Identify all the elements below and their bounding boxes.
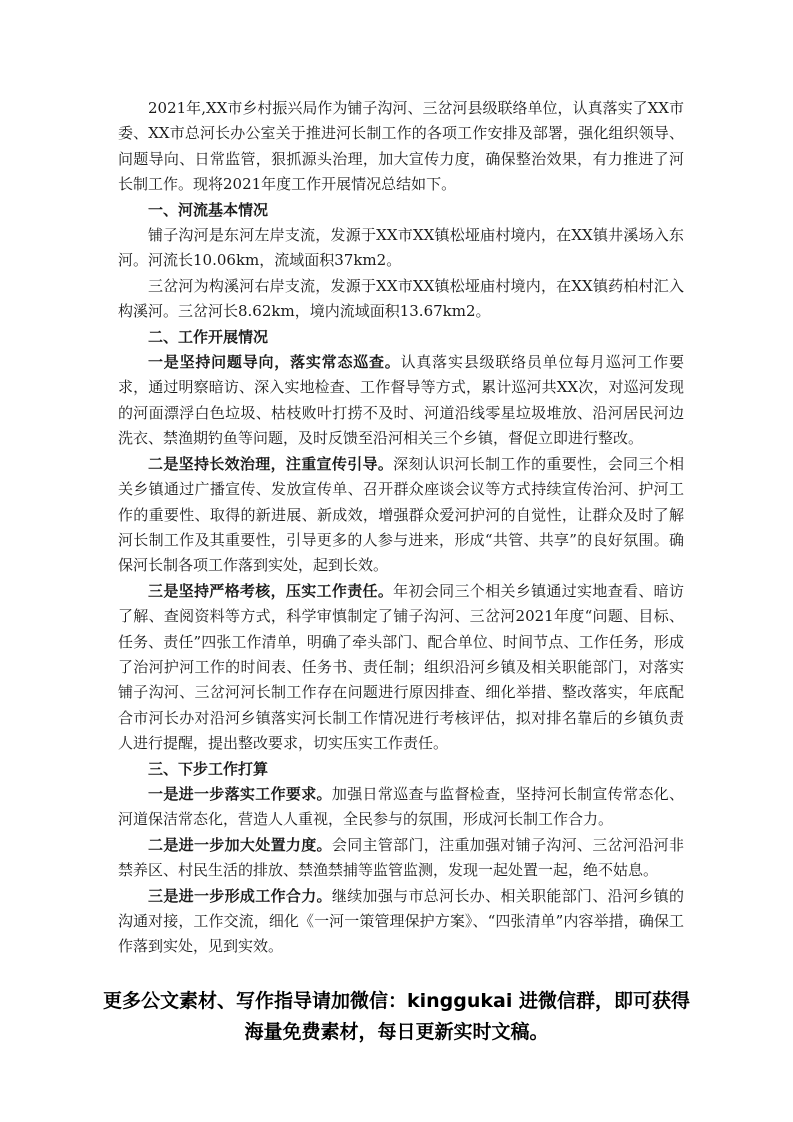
promo-footer-line-1: 更多公文素材、写作指导请加微信：kinggukai 进微信群，即可获得 bbox=[103, 990, 690, 1012]
section2-item-1-lead: 一是坚持问题导向，落实常态巡查。 bbox=[148, 353, 401, 372]
section3-item-3-text: 继续加强与市总河长办、相关职能部门、沿河乡镇的沟通对接，工作交流，细化《一河一策管理保护方案》、“四张清单”内容举措，确保工作落到实处，见到实效。 bbox=[118, 886, 684, 956]
section3-heading: 三、下步工作打算 bbox=[148, 759, 269, 778]
section2-item-2-text: 深刻认识河长制工作的重要性，会同三个相关乡镇通过广播宣传、发放宣传单、召开群众座谈会议等方式持续宣传治河、护河工作的重要性、取得的新进展、新成效，增强群众爱河护河的自觉性，让群众及时了解河长制工作及其重要性，引导更多的人参与进来，形成“共管、共享”的良好氛围。确保河长制各项工作落到实处，起到长效。 bbox=[118, 454, 684, 575]
section3-item-1 bbox=[118, 782, 684, 833]
document-body bbox=[118, 96, 684, 960]
section3-item-1-text: 加强日常巡查与监督检查，坚持河长制宣传常态化、河道保洁常态化，营造人人重视，全民参与的氛围，形成河长制工作合力。 bbox=[118, 784, 684, 829]
section2-item-1 bbox=[118, 350, 684, 452]
section2-item-2-lead: 二是坚持长效治理，注重宣传引导。 bbox=[148, 454, 394, 473]
section2-item-2 bbox=[118, 452, 684, 579]
section2-item-3-lead: 三是坚持严格考核，压实工作责任。 bbox=[148, 581, 394, 600]
section3-item-2 bbox=[118, 833, 684, 884]
section1-heading: 一、河流基本情况 bbox=[148, 200, 269, 219]
section3-item-3 bbox=[118, 884, 684, 960]
section3-item-2-text: 会同主管部门，注重加强对铺子沟河、三岔河沿河非禁养区、村民生活的排放、禁渔禁捕等监管监测，发现一起处置一起，绝不姑息。 bbox=[118, 835, 684, 880]
section3-item-3-lead: 三是进一步形成工作合力。 bbox=[148, 886, 332, 905]
section3-item-2-lead: 二是进一步加大处置力度。 bbox=[148, 835, 332, 854]
intro-paragraph: 2021年,XX市乡村振兴局作为铺子沟河、三岔河县级联络单位，认真落实了XX市委、XX市总河长办公室关于推进河长制工作的各项工作安排及部署，强化组织领导、问题导向、日常监管，狠抓源头治理，加大宣传力度，确保整治效果，有力推进了河长制工作。现将2021年度工作开展情况总结如下。 bbox=[118, 99, 684, 194]
section1-paragraph-1: 铺子沟河是东河左岸支流，发源于XX市XX镇松垭庙村境内，在XX镇井溪场入东河。河流长10.06km，流域面积37km2。 bbox=[118, 226, 684, 270]
section2-item-1-text: 认真落实县级联络员单位每月巡河工作要求，通过明察暗访、深入实地检查、工作督导等方式，累计巡河共XX次，对巡河发现的河面漂浮白色垃圾、枯枝败叶打捞不及时、河道沿线零星垃圾堆放、沿河居民河边洗衣、禁渔期钓鱼等问题，及时反馈至沿河相关三个乡镇，督促立即进行整改。 bbox=[118, 353, 684, 448]
section1-paragraph-2: 三岔河为构溪河右岸支流，发源于XX市XX镇松垭庙村境内，在XX镇药柏村汇入构溪河。三岔河长8.62km，境内流域面积13.67km2。 bbox=[118, 276, 684, 321]
promo-footer bbox=[100, 986, 693, 1048]
section2-heading: 二、工作开展情况 bbox=[148, 327, 269, 346]
section3-item-1-lead: 一是进一步落实工作要求。 bbox=[148, 784, 332, 803]
section2-item-3-text: 年初会同三个相关乡镇通过实地查看、暗访了解、查阅资料等方式，科学审慎制定了铺子沟河、三岔河2021年度“问题、目标、任务、责任”四张工作清单，明确了牵头部门、配合单位、时间节点、工作任务，形成了治河护河工作的时间表、任务书、责任制；组织沿河乡镇及相关职能部门，对落实铺子沟河、三岔河河长制工作存在问题进行原因排查、细化举措、整改落实，年底配合市河长办对沿河乡镇落实河长制工作情况进行考核评估，拟对排名靠后的乡镇负责人进行提醒，提出整改要求，切实压实工作责任。 bbox=[118, 581, 684, 753]
section2-item-3 bbox=[118, 579, 684, 757]
promo-footer-line-2: 海量免费素材，每日更新实时文稿。 bbox=[244, 1021, 549, 1043]
